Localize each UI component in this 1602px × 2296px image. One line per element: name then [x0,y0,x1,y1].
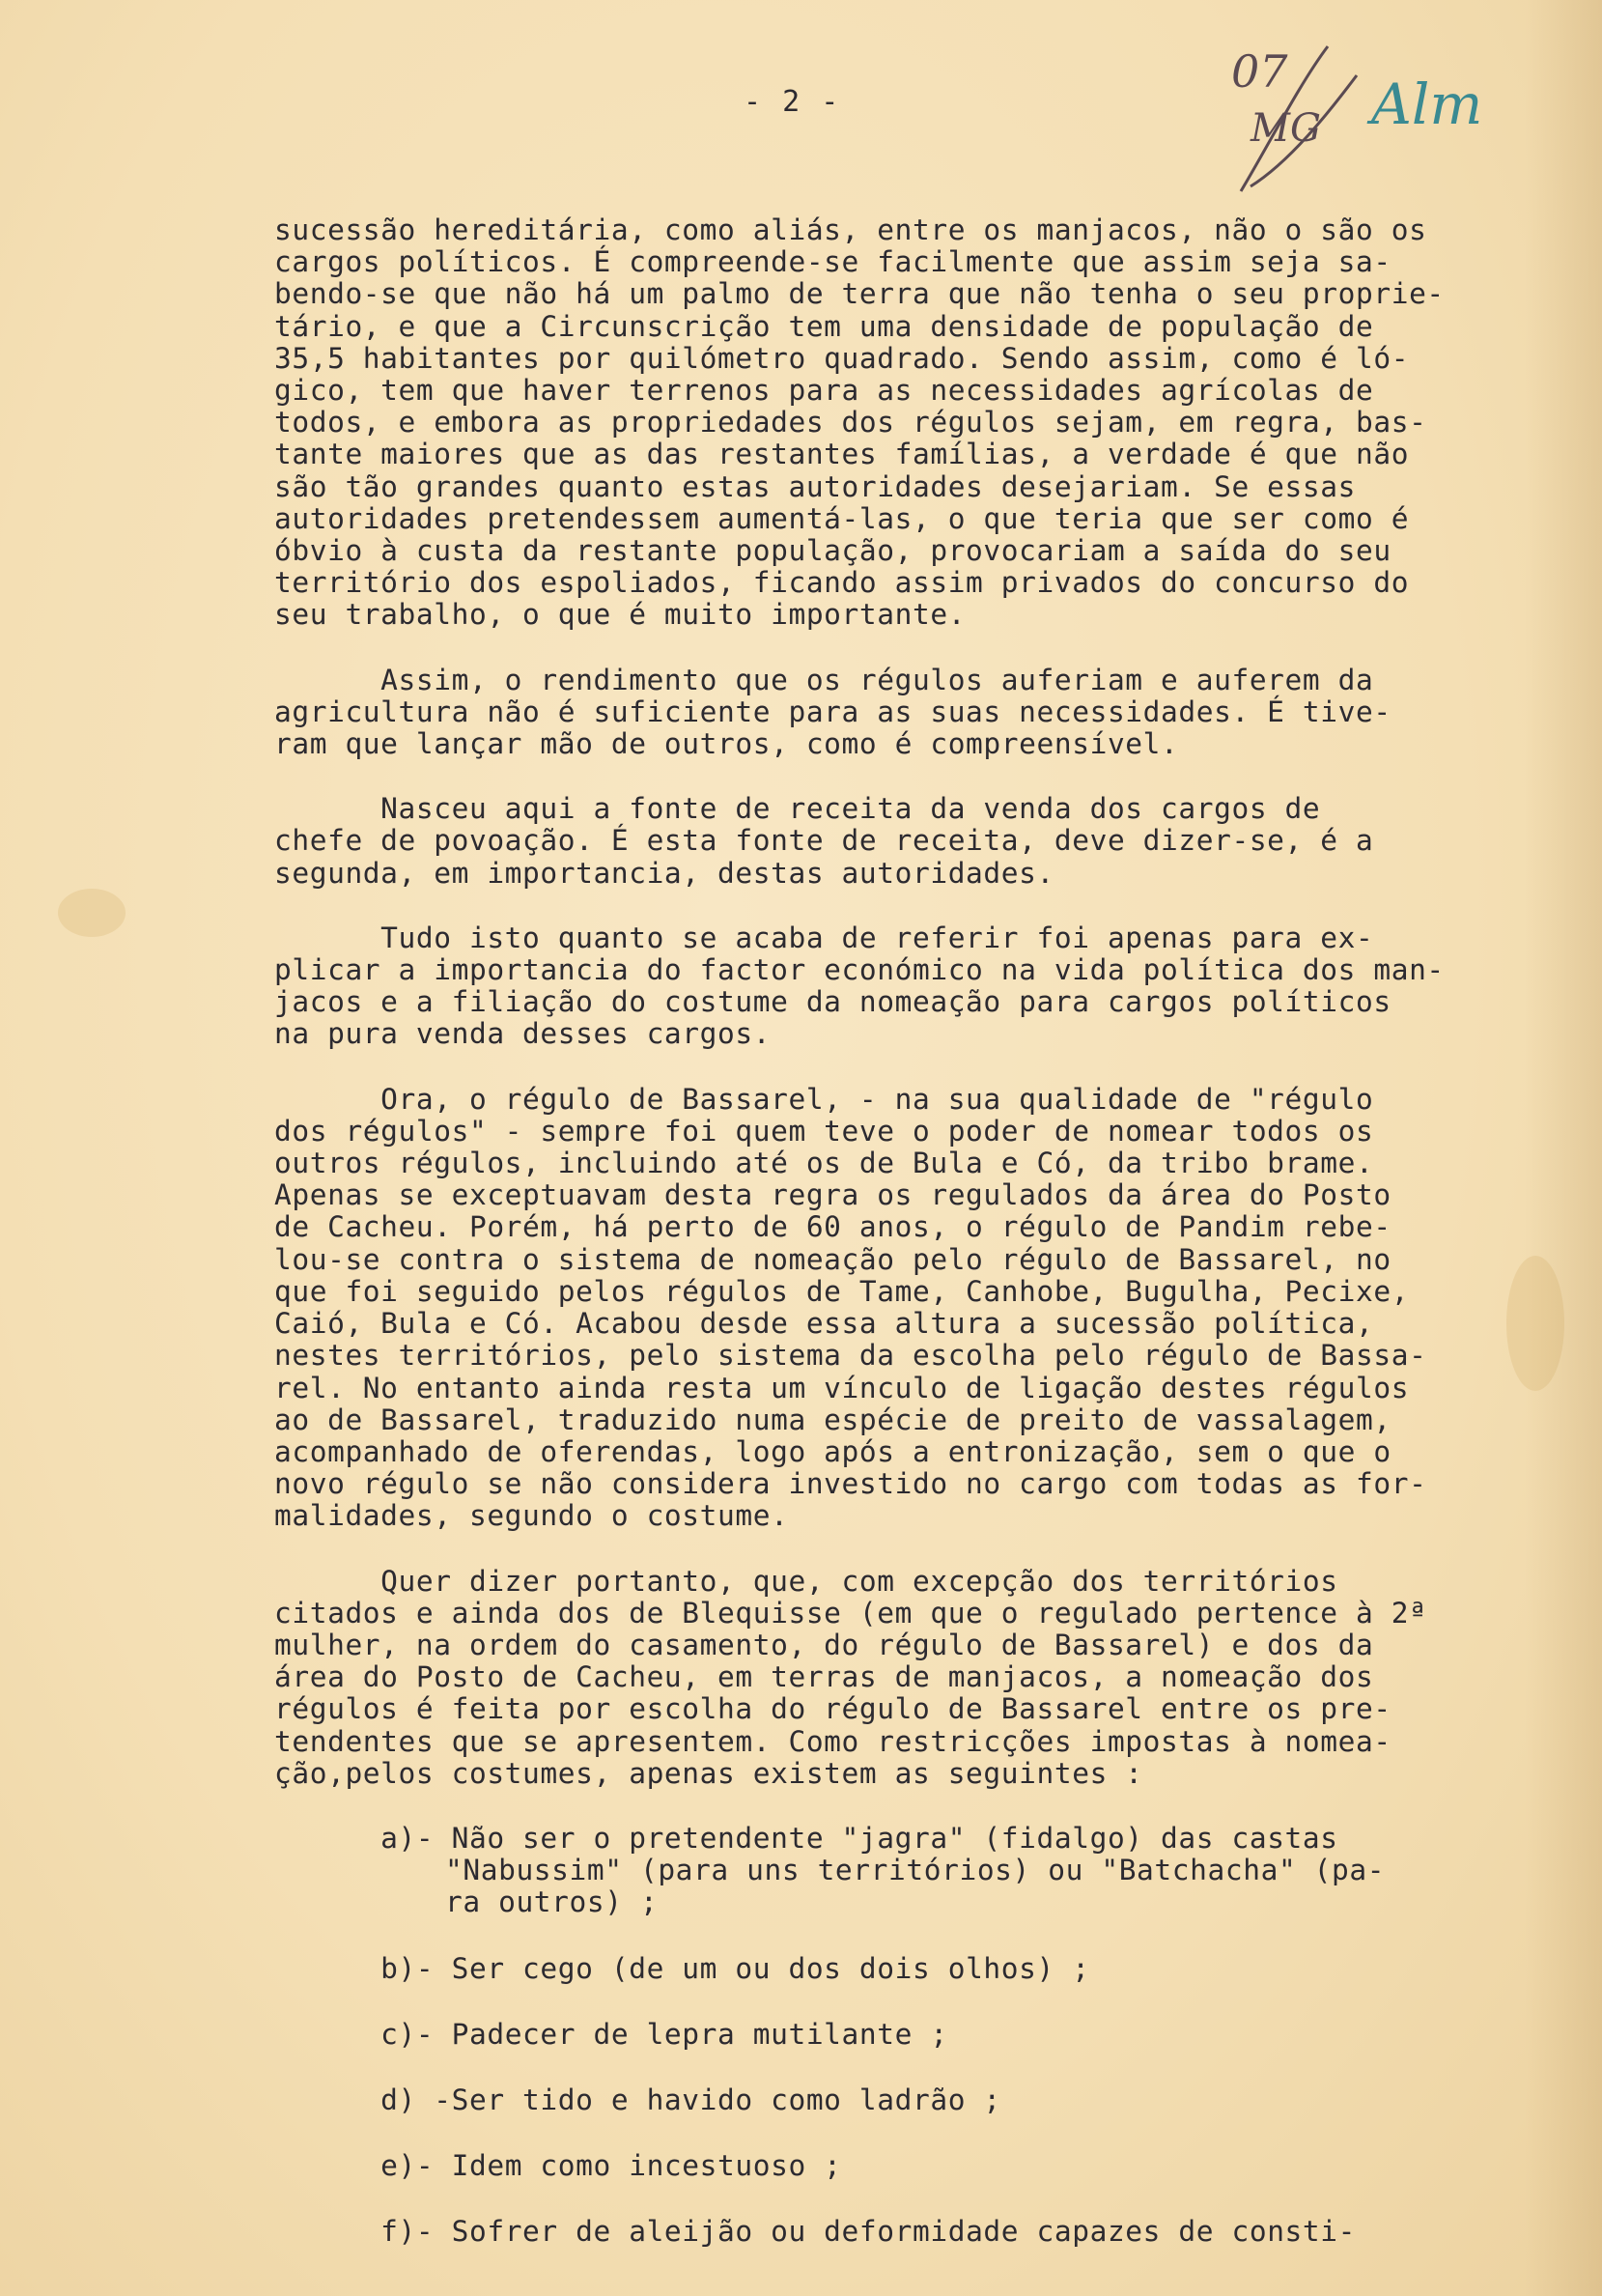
text-line: cargos políticos. É compreende-se facilmente que assim seja sa- [274,245,1391,279]
text-line [274,2216,1356,2248]
text-line: agricultura não é suficiente para as suas necessidades. É tive- [274,694,1391,728]
text-line [274,1953,1090,1985]
list-item-marker: b)- [274,1951,452,1985]
text-line: novo régulo se não considera investido no cargo com todas as for- [274,1467,1427,1501]
paper-stain [58,889,126,937]
text-line: Tudo isto quanto se acaba de referir foi apenas para ex- [274,921,1374,954]
text-line: outros régulos, incluindo até os de Bula e Có, da tribo brame. [274,1147,1374,1180]
text-line: Quer dizer portanto, que, com excepção dos territórios [274,1564,1338,1598]
text-line: rel. No entanto ainda resta um vínculo de ligação destes régulos [274,1371,1410,1404]
text-line: lou-se contra o sistema de nomeação pelo régulo de Bassarel, no [274,1242,1391,1276]
text-line: régulos é feita por escolha do régulo de Bassarel entre os pre- [274,1692,1391,1726]
text-line: jacos e a filiação do costume da nomeação para cargos políticos [274,985,1391,1019]
document-body [274,214,1530,2282]
text-line: gico, tem que haver terrenos para as necessidades agrícolas de [274,374,1374,408]
text-line: ram que lançar mão de outros, como é compreensível. [274,727,1179,761]
text-line: todos, e embora as propriedades dos régulos sejam, em regra, bas- [274,406,1427,439]
text-line: Apenas se exceptuavam desta regra os regulados da área do Posto [274,1178,1391,1212]
restrictions-list [274,1823,1530,2249]
text-line: autoridades pretendessem aumentá-las, o que teria que ser como é [274,501,1410,535]
paragraphs [274,214,1530,1790]
list-item-content [274,2150,842,2182]
list-item [274,1823,1530,1919]
text-line: segunda, em importancia, destas autoridades. [274,856,1054,890]
text-line: acompanhado de oferendas, logo após a entronização, sem o que o [274,1434,1391,1468]
text-line: sucessão hereditária, como aliás, entre os manjacos, não o são os [274,213,1427,246]
text-line: ra outros) ; [445,1885,659,1919]
list-item-text: Não ser o pretendente "jagra" (fidalgo) das castas [451,1821,1338,1855]
signature-drawing [1212,27,1531,201]
text-line: Assim, o rendimento que os régulos auferiam e auferem da [274,663,1374,696]
list-item-text: Padecer de lepra mutilante ; [451,2017,948,2051]
text-line: nestes territórios, pelo sistema da escolha pelo régulo de Bassa- [274,1339,1427,1373]
text-line: Ora, o régulo de Bassarel, - na sua qualidade de "régulo [274,1082,1374,1116]
list-item [274,2019,1530,2051]
text-line: de Cacheu. Porém, há perto de 60 anos, o régulo de Pandim rebe- [274,1210,1391,1244]
handwritten-note: Alm [1371,71,1483,137]
list-item-marker: a)- [274,1821,452,1855]
list-item-content [274,1823,1385,1919]
list-item-text: Ser tido e havido como ladrão ; [451,2083,1001,2116]
list-item-text: Idem como incestuoso ; [451,2149,842,2183]
text-line: área do Posto de Cacheu, em terras de manjacos, a nomeação dos [274,1660,1374,1694]
handwritten-number: 07 [1231,45,1288,98]
list-item [274,1953,1530,1985]
text-line: que foi seguido pelos régulos de Tame, Canhobe, Bugulha, Pecixe, [274,1274,1410,1308]
text-line: mulher, na ordem do casamento, do régulo de Bassarel) e dos da [274,1628,1374,1661]
text-line: "Nabussim" (para uns territórios) ou "Batchacha" (pa- [445,1854,1386,1887]
list-item-marker: f)- [274,2215,452,2249]
paragraph [274,793,1530,890]
text-line: Nasceu aqui a fonte de receita da venda dos cargos de [274,792,1321,826]
text-line: tante maiores que as das restantes famílias, a verdade é que não [274,438,1410,471]
paragraph [274,922,1530,1051]
list-item-content [274,2216,1356,2248]
list-item-marker: e)- [274,2149,452,2183]
text-line: ao de Bassarel, traduzido numa espécie de preito de vassalagem, [274,1403,1391,1436]
text-line [274,2019,948,2051]
text-line [274,2084,1001,2116]
paragraph [274,214,1530,632]
text-line: dos régulos" - sempre foi quem teve o poder de nomear todos os [274,1114,1374,1148]
paragraph [274,665,1530,761]
list-item-content [274,1953,1090,1985]
text-line: território dos espoliados, ficando assim privados do concurso do [274,566,1410,600]
text-line: são tão grandes quanto estas autoridades desejariam. Se essas [274,469,1356,503]
text-line: citados e ainda dos de Blequisse (em que o regulado pertence à 2ª [274,1596,1427,1630]
text-line: óbvio à custa da restante população, provocariam a saída do seu [274,534,1391,568]
handwritten-annotation [1212,27,1531,201]
list-item-text: Ser cego (de um ou dos dois olhos) ; [451,1951,1090,1985]
list-item [274,2216,1530,2248]
text-line: tendentes que se apresentem. Como restricções impostas à nomea- [274,1724,1391,1758]
paragraph [274,1566,1530,1790]
paper-edge [1525,0,1602,2296]
text-line: Caió, Bula e Có. Acabou desde essa altura a sucessão política, [274,1307,1374,1341]
text-line: ção,pelos costumes, apenas existem as seguintes : [274,1756,1143,1790]
list-item-content [274,2084,1001,2116]
list-item-marker: d) - [274,2083,452,2116]
text-line [274,1823,1385,1855]
text-line: 35,5 habitantes por quilómetro quadrado. Sendo assim, como é ló- [274,341,1410,375]
list-item [274,2084,1530,2116]
list-item-content [274,2019,948,2051]
paragraph [274,1084,1530,1533]
list-item-text: Sofrer de aleijão ou deformidade capazes de consti- [451,2215,1356,2249]
list-item [274,2150,1530,2182]
handwritten-initials: MG [1251,106,1321,151]
text-line: malidades, segundo o costume. [274,1499,789,1533]
text-line: tário, e que a Circunscrição tem uma densidade de população de [274,309,1374,343]
text-line: plicar a importancia do factor económico na vida política dos man- [274,953,1445,987]
page-number: - 2 - [744,85,841,119]
text-line: bendo-se que não há um palmo de terra que não tenha o seu proprie- [274,277,1445,311]
text-line: na pura venda desses cargos. [274,1017,772,1051]
list-item-marker: c)- [274,2017,452,2051]
text-line: chefe de povoação. É esta fonte de receita, deve dizer-se, é a [274,824,1374,858]
text-line [274,2150,842,2182]
text-line: seu trabalho, o que é muito importante. [274,598,967,632]
